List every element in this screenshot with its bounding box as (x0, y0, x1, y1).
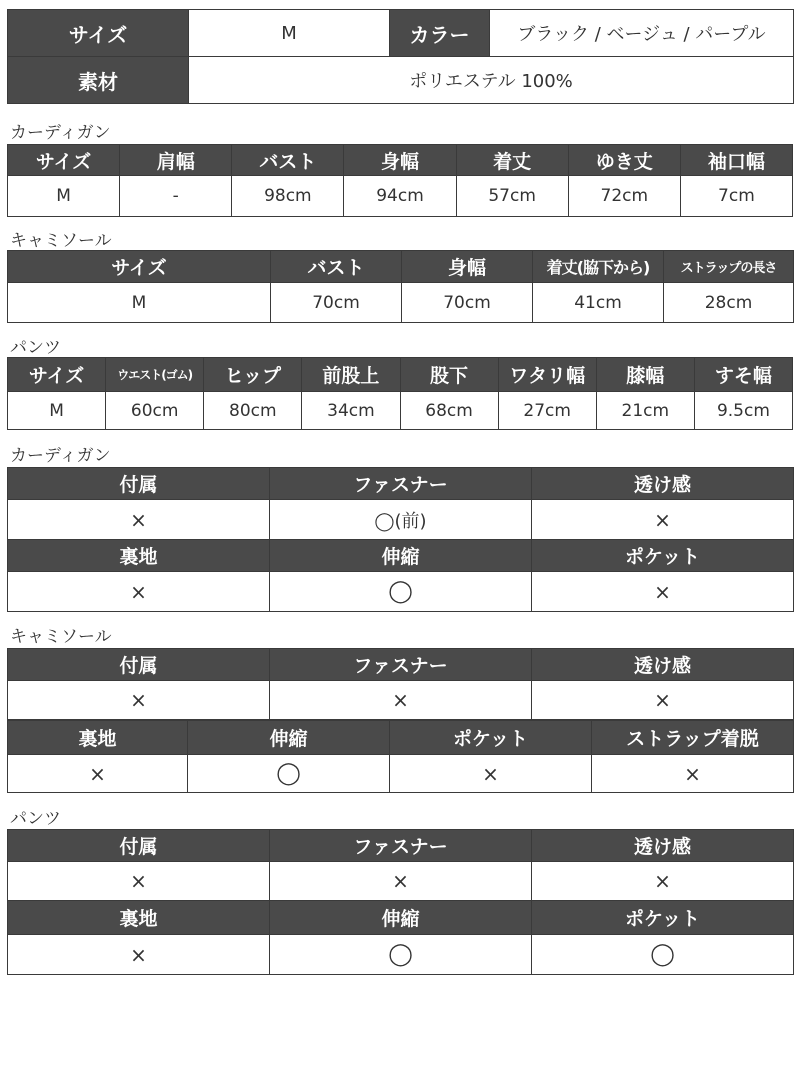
pants-size-value: 34cm (302, 392, 400, 430)
pants-size-value: 80cm (204, 392, 302, 430)
color-value: ブラック / ベージュ / パープル (490, 10, 794, 57)
camisole-size-value: 41cm (533, 283, 664, 323)
pants-size-header: 前股上 (302, 358, 400, 392)
cardigan-size-header: バスト (232, 145, 344, 176)
pants-detail-value: × (270, 862, 532, 901)
camisole-detail-value: × (390, 755, 592, 793)
pants-detail-header: 伸縮 (270, 901, 532, 935)
cardigan-detail-header: ファスナー (270, 468, 532, 500)
pants-detail-value: × (532, 862, 794, 901)
cardigan-size-header: 着丈 (456, 145, 568, 176)
camisole-detail-value: × (532, 681, 794, 720)
cardigan-size-header: サイズ (8, 145, 120, 176)
cardigan-size-value: 57cm (456, 176, 568, 217)
camisole-size-header: サイズ (8, 251, 271, 283)
cardigan-detail-header: ポケット (532, 540, 794, 572)
size-value: M (189, 10, 390, 57)
cardigan-size-value: 7cm (680, 176, 792, 217)
camisole-detail-header: 裏地 (8, 721, 188, 755)
pants-size-header: すそ幅 (694, 358, 792, 392)
cardigan-size-value: - (120, 176, 232, 217)
camisole-size-caption: キャミソール (10, 231, 112, 251)
camisole-size-value: M (8, 283, 271, 323)
color-label: カラー (390, 10, 490, 57)
cardigan-size-header: 身幅 (344, 145, 456, 176)
pants-size-header: ワタリ幅 (498, 358, 596, 392)
pants-size-header: サイズ (8, 358, 106, 392)
pants-detail-value: × (8, 935, 270, 975)
cardigan-detail-header: 裏地 (8, 540, 270, 572)
cardigan-size-value: M (8, 176, 120, 217)
camisole-detail-header: 伸縮 (188, 721, 390, 755)
basic-info-table (7, 9, 794, 104)
camisole-detail-header: ポケット (390, 721, 592, 755)
cardigan-detail-table (7, 467, 794, 612)
camisole-detail-header: 付属 (8, 649, 270, 681)
cardigan-size-value: 98cm (232, 176, 344, 217)
pants-detail-value: ◯ (532, 935, 794, 975)
pants-detail-caption: パンツ (10, 809, 61, 829)
pants-detail-value: × (8, 862, 270, 901)
cardigan-size-header: ゆき丈 (568, 145, 680, 176)
camisole-detail-value: × (592, 755, 794, 793)
camisole-detail-value: ◯ (188, 755, 390, 793)
camisole-size-value: 28cm (664, 283, 794, 323)
camisole-detail-value: × (8, 681, 270, 720)
cardigan-detail-caption: カーディガン (10, 446, 111, 466)
cardigan-detail-value: × (8, 572, 270, 612)
cardigan-detail-header: 付属 (8, 468, 270, 500)
cardigan-size-caption: カーディガン (10, 123, 111, 143)
pants-size-value: 9.5cm (694, 392, 792, 430)
pants-size-value: M (8, 392, 106, 430)
camisole-size-table (7, 250, 794, 323)
camisole-detail-table-bottom (7, 720, 794, 793)
cardigan-detail-header: 透け感 (532, 468, 794, 500)
cardigan-size-table (7, 144, 793, 217)
camisole-detail-value: × (270, 681, 532, 720)
camisole-detail-header: 透け感 (532, 649, 794, 681)
pants-size-header: ヒップ (204, 358, 302, 392)
pants-size-header: 股下 (400, 358, 498, 392)
camisole-detail-value: × (8, 755, 188, 793)
cardigan-detail-value: × (8, 500, 270, 540)
cardigan-size-header: 袖口幅 (680, 145, 792, 176)
camisole-size-header: ストラップの長さ (664, 251, 794, 283)
camisole-size-value: 70cm (271, 283, 402, 323)
pants-size-value: 60cm (106, 392, 204, 430)
material-value: ポリエステル 100% (189, 57, 794, 104)
cardigan-size-header: 肩幅 (120, 145, 232, 176)
cardigan-detail-value: ◯(前) (270, 500, 532, 540)
pants-size-value: 68cm (400, 392, 498, 430)
pants-detail-header: ファスナー (270, 830, 532, 862)
camisole-size-header: バスト (271, 251, 402, 283)
pants-detail-table (7, 829, 794, 975)
pants-size-table (7, 357, 793, 430)
cardigan-detail-value: × (532, 500, 794, 540)
pants-size-value: 21cm (596, 392, 694, 430)
cardigan-size-value: 94cm (344, 176, 456, 217)
pants-size-caption: パンツ (10, 338, 61, 358)
material-label: 素材 (8, 57, 189, 104)
pants-size-header: 膝幅 (596, 358, 694, 392)
pants-detail-value: ◯ (270, 935, 532, 975)
cardigan-size-value: 72cm (568, 176, 680, 217)
size-label: サイズ (8, 10, 189, 57)
cardigan-detail-header: 伸縮 (270, 540, 532, 572)
camisole-detail-caption: キャミソール (10, 627, 112, 647)
camisole-detail-header: ストラップ着脱 (592, 721, 794, 755)
camisole-detail-table-top (7, 648, 794, 720)
camisole-detail-header: ファスナー (270, 649, 532, 681)
camisole-size-header: 身幅 (402, 251, 533, 283)
camisole-size-header: 着丈(脇下から) (533, 251, 664, 283)
pants-detail-header: 裏地 (8, 901, 270, 935)
cardigan-detail-value: × (532, 572, 794, 612)
pants-size-value: 27cm (498, 392, 596, 430)
camisole-size-value: 70cm (402, 283, 533, 323)
cardigan-detail-value: ◯ (270, 572, 532, 612)
pants-detail-header: 付属 (8, 830, 270, 862)
pants-size-header: ウエスト(ゴム) (106, 358, 204, 392)
pants-detail-header: 透け感 (532, 830, 794, 862)
pants-detail-header: ポケット (532, 901, 794, 935)
